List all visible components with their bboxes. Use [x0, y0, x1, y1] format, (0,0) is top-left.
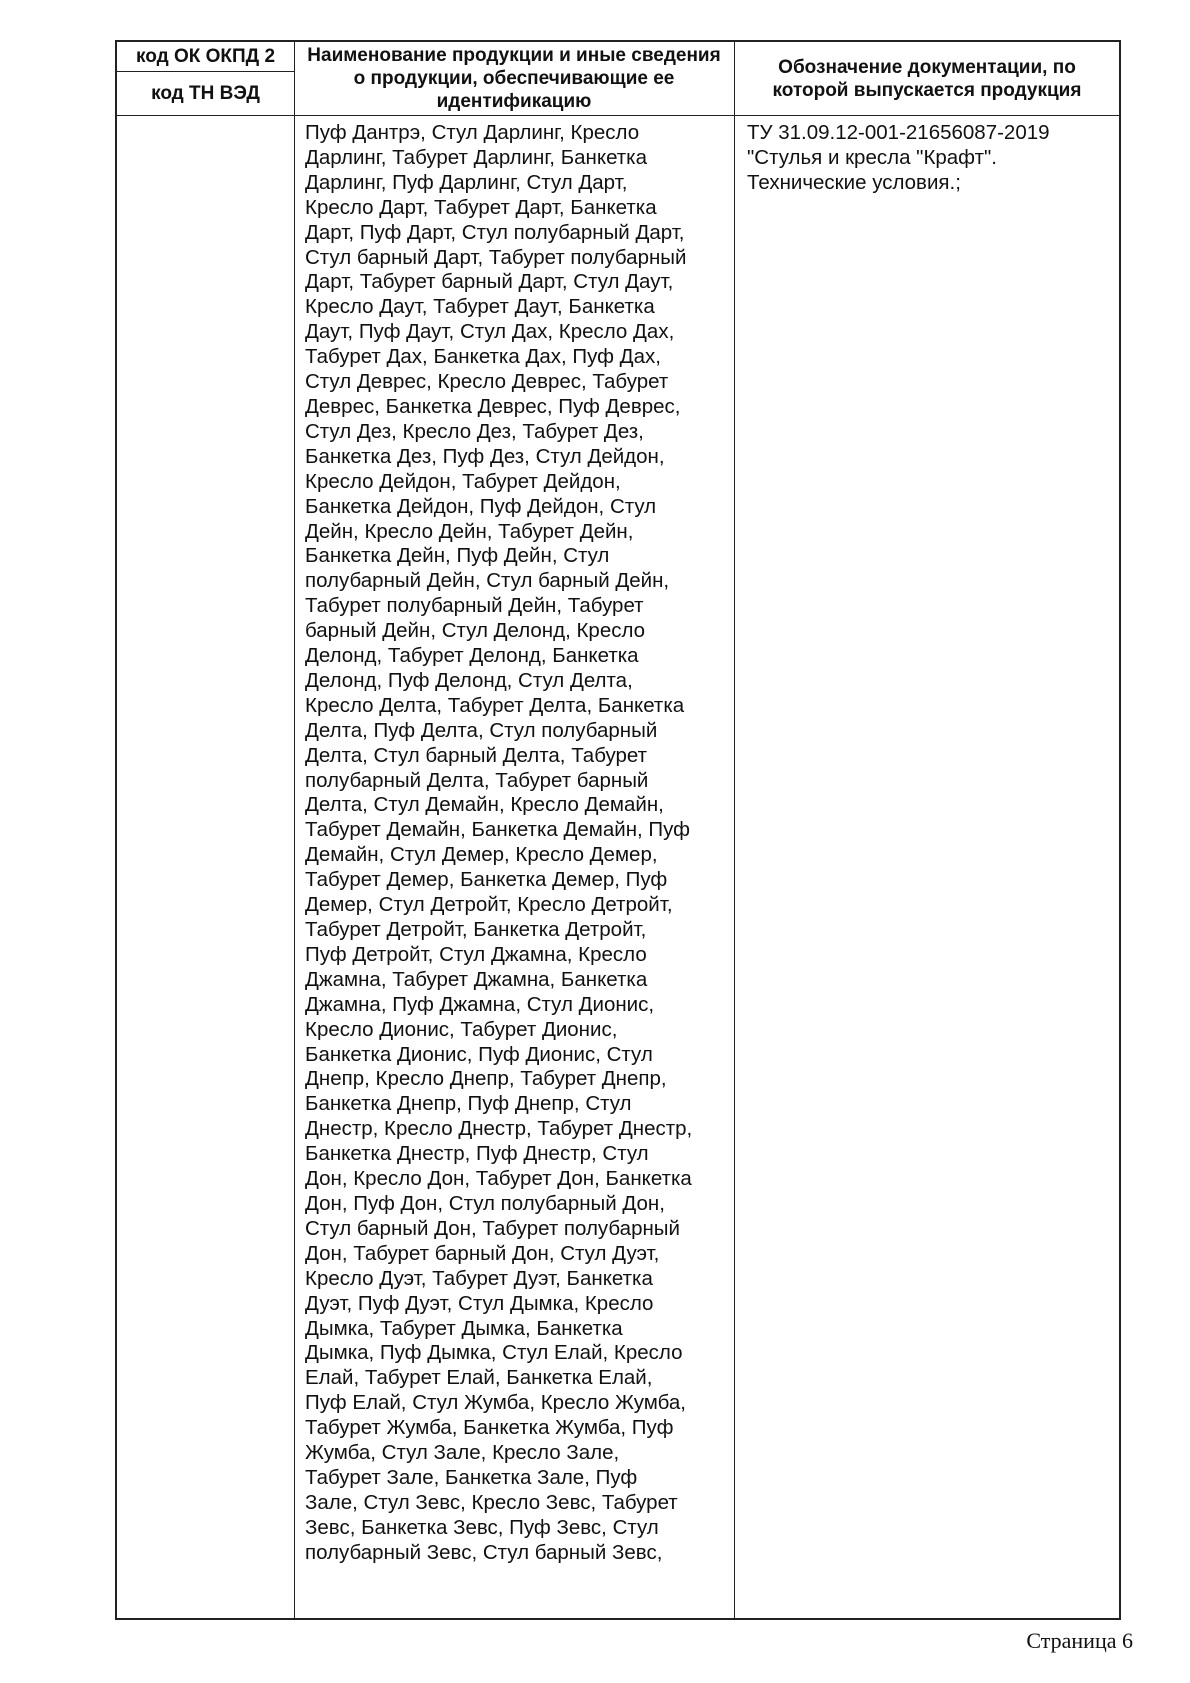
product-text-line: Делта, Стул Демайн, Кресло Демайн, — [305, 793, 664, 817]
header-tnved: код ТН ВЭД — [151, 83, 260, 104]
product-text-line: Табурет Зале, Банкетка Зале, Пуф — [305, 1465, 638, 1489]
product-text-line: барный Дейн, Стул Делонд, Кресло — [305, 619, 646, 643]
product-text-line: Табурет Детройт, Банкетка Детройт, — [305, 918, 647, 941]
product-text-line: Жумба, Стул Зале, Кресло Зале, — [305, 1441, 620, 1465]
product-text-line: Табурет Демайн, Банкетка Демайн, Пуф — [305, 818, 691, 842]
product-text-line: Банкетка Дез, Пуф Дез, Стул Дейдон, — [305, 444, 665, 468]
header-product: Наименование продукции и иные сведения о продукции, обеспечивающие ее идентификацию — [307, 45, 721, 112]
certificate-annex-table — [115, 40, 1121, 1620]
product-text-line: Табурет Дах, Банкетка Дах, Пуф Дах, — [305, 345, 661, 369]
column-divider-2 — [734, 42, 735, 1618]
product-text-line: Дарт, Табурет барный Дарт, Стул Даут, — [305, 270, 674, 294]
product-text-line: Дымка, Табурет Дымка, Банкетка — [305, 1316, 623, 1340]
product-text-line: Банкетка Днестр, Пуф Днестр, Стул — [305, 1142, 649, 1166]
header-bottom-line — [117, 115, 1119, 116]
product-text-line: Банкетка Днепр, Пуф Днепр, Стул — [305, 1092, 632, 1116]
product-text-line: Пуф Дантрэ, Стул Дарлинг, Кресло — [305, 121, 640, 144]
product-text-line: Делонд, Пуф Делонд, Стул Делта, — [305, 668, 633, 692]
product-text-line: Деврес, Банкетка Деврес, Пуф Деврес, — [305, 394, 681, 418]
product-text-line: Пуф Детройт, Стул Джамна, Кресло — [305, 942, 647, 966]
product-text-line: Кресло Дарт, Табурет Дарт, Банкетка — [305, 195, 657, 219]
product-text-line: Дарлинг, Пуф Дарлинг, Стул Дарт, — [305, 170, 628, 194]
header-okpd2: код ОК ОКПД 2 — [135, 46, 276, 67]
product-text-line: Дон, Кресло Дон, Табурет Дон, Банкетка — [305, 1167, 692, 1191]
product-text-line: полубарный Дейн, Стул барный Дейн, — [305, 569, 670, 593]
product-text-line: Дуэт, Пуф Дуэт, Стул Дымка, Кресло — [305, 1291, 654, 1315]
product-text-line: Демайн, Стул Демер, Кресло Демер, — [305, 843, 658, 867]
product-text-line: Табурет Демер, Банкетка Демер, Пуф — [305, 868, 668, 892]
product-text-line: Пуф Елай, Стул Жумба, Кресло Жумба, — [305, 1391, 686, 1415]
product-text-line: Демер, Стул Детройт, Кресло Детройт, — [305, 893, 673, 917]
product-text-line: Джамна, Пуф Джамна, Стул Дионис, — [305, 992, 655, 1016]
product-text-line: Дарлинг, Табурет Дарлинг, Банкетка — [305, 145, 647, 169]
product-text-line: Дон, Табурет барный Дон, Стул Дуэт, — [305, 1241, 660, 1265]
product-text-line: Елай, Табурет Елай, Банкетка Елай, — [305, 1366, 653, 1390]
product-text-line: Зале, Стул Зевс, Кресло Зевс, Табурет — [305, 1490, 678, 1514]
documentation-text-line: Технические условия.; — [747, 170, 961, 194]
product-text-line: полубарный Зевс, Стул барный Зевс, — [305, 1540, 663, 1564]
product-text-line: Дейн, Кресло Дейн, Табурет Дейн, — [305, 519, 634, 543]
product-text-line: Банкетка Дейдон, Пуф Дейдон, Стул — [305, 494, 657, 518]
product-text-line: Дарт, Пуф Дарт, Стул полубарный Дарт, — [305, 220, 685, 244]
product-text-line: Делта, Пуф Делта, Стул полубарный — [305, 718, 658, 742]
product-text-line: полубарный Делта, Табурет барный — [305, 768, 649, 792]
product-text-line: Дон, Пуф Дон, Стул полубарный Дон, — [305, 1191, 665, 1215]
documentation-text-line: ТУ 31.09.12-001-21656087-2019 — [747, 121, 1050, 144]
product-text-line: Стул Деврес, Кресло Деврес, Табурет — [305, 370, 669, 394]
product-text-line: Табурет Жумба, Банкетка Жумба, Пуф — [305, 1416, 674, 1440]
product-text-line: Делта, Стул барный Делта, Табурет — [305, 743, 648, 767]
product-text-line: Джамна, Табурет Джамна, Банкетка — [305, 967, 648, 991]
product-text-line: Дымка, Пуф Дымка, Стул Елай, Кресло — [305, 1341, 683, 1365]
product-text-line: Кресло Дейдон, Табурет Дейдон, — [305, 469, 621, 493]
documentation-description — [735, 121, 1119, 196]
product-text-line: Стул Дез, Кресло Дез, Табурет Дез, — [305, 419, 644, 443]
product-text-line: Кресло Дионис, Табурет Дионис, — [305, 1017, 618, 1041]
product-text-line: Банкетка Дейн, Пуф Дейн, Стул — [305, 544, 610, 568]
product-text-line: Зевс, Банкетка Зевс, Пуф Зевс, Стул — [305, 1515, 659, 1539]
product-text-line: Кресло Дуэт, Табурет Дуэт, Банкетка — [305, 1266, 653, 1290]
product-text-line: Кресло Даут, Табурет Даут, Банкетка — [305, 295, 655, 319]
product-text-line: Днепр, Кресло Днепр, Табурет Днепр, — [305, 1067, 667, 1091]
product-description — [295, 121, 733, 1566]
product-text-line: Банкетка Дионис, Пуф Дионис, Стул — [305, 1042, 653, 1066]
header-documentation: Обозначение документации, по которой выпускается продукция — [772, 56, 1082, 101]
documentation-text-line: "Стулья и кресла "Крафт". — [747, 145, 997, 169]
product-text-line: Стул барный Дарт, Табурет полубарный — [305, 245, 687, 269]
product-text-line: Даут, Пуф Даут, Стул Дах, Кресло Дах, — [305, 320, 675, 344]
product-text-line: Делонд, Табурет Делонд, Банкетка — [305, 644, 639, 668]
product-text-line: Кресло Делта, Табурет Делта, Банкетка — [305, 693, 685, 717]
product-text-line: Табурет полубарный Дейн, Табурет — [305, 594, 644, 618]
product-text-line: Днестр, Кресло Днестр, Табурет Днестр, — [305, 1117, 693, 1141]
product-text-line: Стул барный Дон, Табурет полубарный — [305, 1216, 680, 1240]
page-number: Страница 6 — [1026, 1628, 1133, 1653]
